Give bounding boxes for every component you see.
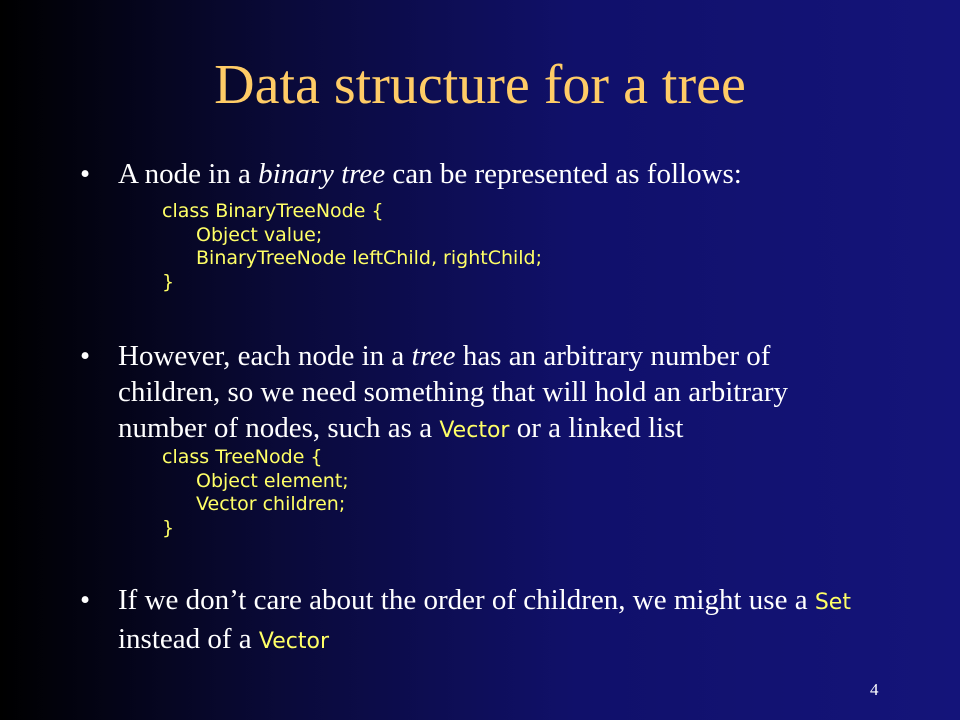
bullet-text: instead of a xyxy=(118,623,259,655)
bullet-text: can be represented as follows: xyxy=(385,158,742,190)
inline-code: Vector xyxy=(258,629,330,654)
bullet-binary-tree xyxy=(80,156,878,192)
code-block-binary-tree-node xyxy=(162,200,542,294)
bullet-general-tree xyxy=(80,338,878,449)
bullet-dot: • xyxy=(80,340,91,372)
emphasis-text: tree xyxy=(411,340,456,372)
emphasis-text: binary tree xyxy=(258,158,386,190)
bullet-dot: • xyxy=(80,158,91,190)
code-line: Object value; xyxy=(196,223,323,246)
code-line: Vector children; xyxy=(196,493,346,515)
bullet-dot: • xyxy=(80,584,91,616)
code-line: class BinaryTreeNode { xyxy=(162,200,384,222)
bullet-text: has an arbitrary number of children, so we need something that will hold an arbitrary number of nodes, such as a xyxy=(118,340,789,444)
bullet-set-alternative xyxy=(80,582,878,660)
code-line: } xyxy=(162,270,175,293)
bullet-text: However, each node in a xyxy=(118,340,412,372)
inline-code: Set xyxy=(814,590,851,615)
code-line: BinaryTreeNode leftChild, rightChild; xyxy=(196,247,543,269)
bullet-text: A node in a xyxy=(118,158,259,190)
slide-title: Data structure for a tree xyxy=(214,54,746,116)
bullet-text: If we don’t care about the order of children, we might use a xyxy=(118,584,815,616)
code-block-tree-node xyxy=(162,446,349,540)
inline-code: Vector xyxy=(439,418,510,443)
code-line: Object element; xyxy=(196,469,349,492)
code-line: } xyxy=(162,516,175,539)
code-line: class TreeNode { xyxy=(162,446,323,468)
page-number: 4 xyxy=(870,680,879,699)
bullet-text: or a linked list xyxy=(509,412,684,444)
